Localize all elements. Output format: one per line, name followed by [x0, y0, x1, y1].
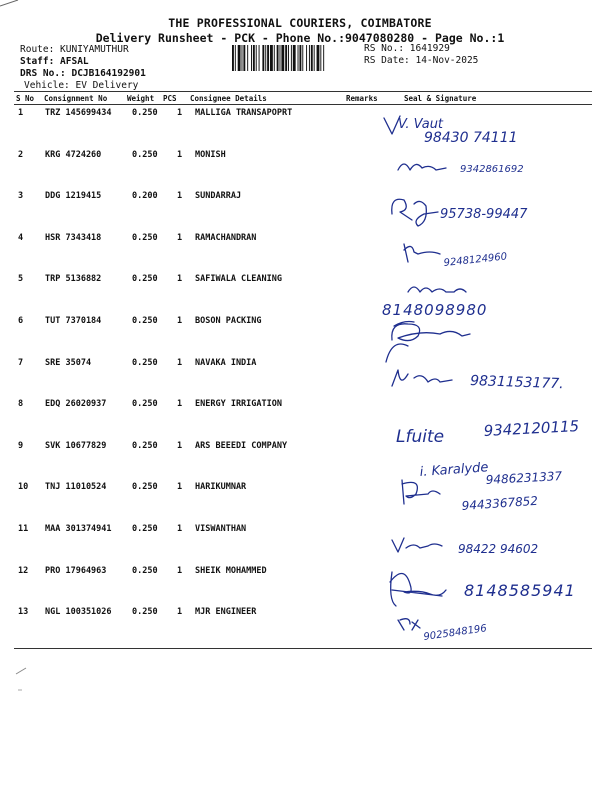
cell-consignee: NAVAKA INDIA	[195, 358, 257, 368]
cell-weight: 0.250	[132, 607, 158, 617]
cell-pcs: 1	[177, 358, 183, 368]
handwritten-signature-row-8: Lfuite	[396, 427, 445, 447]
signature-row-7	[392, 370, 564, 392]
cell-pcs: 1	[177, 108, 183, 118]
signature-row-3	[392, 199, 528, 226]
handwritten-signature-row-1: V. Vaut	[398, 117, 444, 132]
cell-consignment-no: SRE 35074	[45, 358, 92, 368]
drs-number: DRS No.: DCJB164192901	[20, 68, 146, 79]
cell-pcs: 1	[177, 191, 183, 201]
cell-consignee: SHEIK MOHAMMED	[195, 566, 267, 576]
handwritten-signature-row-9: i. Karalyde	[419, 460, 489, 480]
col-header-weight: Weight	[127, 94, 155, 103]
cell-consignee: MJR ENGINEER	[195, 607, 257, 617]
document-title: THE PROFESSIONAL COURIERS, COIMBATORE	[168, 16, 432, 30]
cell-sno: 8	[18, 399, 24, 409]
cell-pcs: 1	[177, 441, 183, 451]
scan-corner-mark-bottom-left	[0, 660, 40, 700]
cell-consignee: BOSON PACKING	[195, 316, 262, 326]
cell-weight: 0.250	[132, 108, 158, 118]
signature-row-6	[386, 322, 470, 363]
cell-sno: 6	[18, 316, 24, 326]
cell-weight: 0.200	[132, 191, 158, 201]
col-header-remarks: Remarks	[346, 94, 378, 103]
staff-label: Staff: AFSAL	[20, 56, 89, 67]
cell-consignment-no: HSR 7343418	[45, 233, 102, 243]
handwritten-phone-row-4: 9248124960	[443, 251, 508, 269]
cell-pcs: 1	[177, 524, 183, 534]
rs-number: RS No.: 1641929	[364, 43, 450, 54]
cell-consignment-no: TNJ 11010524	[45, 482, 107, 492]
handwritten-phone-row-9: 9486231337	[485, 469, 563, 487]
cell-sno: 4	[18, 233, 24, 243]
col-header-consignee: Consignee Details	[190, 94, 267, 103]
cell-sno: 10	[18, 482, 29, 492]
cell-weight: 0.250	[132, 441, 158, 451]
signature-row-5	[382, 287, 487, 319]
cell-weight: 0.250	[132, 274, 158, 284]
cell-consignment-no: TUT 7370184	[45, 316, 102, 326]
cell-consignee: SAFIWALA CLEANING	[195, 274, 282, 284]
cell-consignment-no: DDG 1219415	[45, 191, 102, 201]
cell-sno: 3	[18, 191, 24, 201]
signature-row-1	[384, 116, 518, 146]
cell-pcs: 1	[177, 399, 183, 409]
cell-consignment-no: EDQ 26020937	[45, 399, 107, 409]
cell-weight: 0.250	[132, 233, 158, 243]
cell-consignee: ARS BEEEDI COMPANY	[195, 441, 288, 451]
cell-sno: 9	[18, 441, 24, 451]
cell-consignee: MALLIGA TRANSAPOPRT	[195, 108, 293, 118]
rs-date: RS Date: 14-Nov-2025	[364, 55, 479, 66]
cell-consignment-no: TRP 5136882	[45, 274, 102, 284]
signature-row-8	[396, 417, 580, 447]
cell-consignment-no: MAA 301374941	[45, 524, 112, 534]
cell-consignment-no: KRG 4724260	[45, 150, 102, 160]
cell-weight: 0.250	[132, 482, 158, 492]
handwritten-phone-row-10: 9443367852	[461, 493, 539, 513]
col-header-sno: S No	[16, 94, 35, 103]
cell-weight: 0.250	[132, 358, 158, 368]
signature-row-9	[419, 460, 563, 487]
signature-row-12	[390, 572, 576, 606]
vehicle-label: Vehicle: EV Delivery	[24, 80, 139, 91]
cell-sno: 7	[18, 358, 24, 368]
cell-sno: 11	[18, 524, 29, 534]
cell-consignee: MONISH	[195, 150, 226, 160]
cell-pcs: 1	[177, 482, 183, 492]
handwritten-phone-row-13: 9025848196	[422, 623, 488, 643]
cell-weight: 0.250	[132, 524, 158, 534]
signature-row-13	[398, 619, 487, 643]
signature-row-11	[392, 538, 538, 556]
cell-pcs: 1	[177, 150, 183, 160]
cell-consignment-no: TRZ 145699434	[45, 108, 112, 118]
cell-pcs: 1	[177, 316, 183, 326]
col-header-seal: Seal & Signature	[404, 94, 477, 103]
cell-sno: 5	[18, 274, 24, 284]
cell-weight: 0.250	[132, 399, 158, 409]
col-header-pcs: PCS	[163, 94, 177, 103]
signature-row-4	[404, 244, 508, 269]
cell-consignee: RAMACHANDRAN	[195, 233, 257, 243]
handwritten-phone-row-7: 9831153177.	[469, 373, 564, 393]
cell-sno: 13	[18, 607, 29, 617]
cell-sno: 12	[18, 566, 29, 576]
document-subtitle: Delivery Runsheet - PCK - Phone No.:9047080280 - Page No.:1	[95, 31, 505, 45]
cell-sno: 1	[18, 108, 24, 118]
col-header-consignment: Consignment No	[44, 94, 108, 103]
handwritten-phone-row-2: 9342861692	[460, 164, 524, 175]
handwritten-phone-row-8: 9342120115	[483, 417, 580, 440]
scan-corner-mark-top-left	[0, 0, 40, 20]
cell-consignment-no: NGL 100351026	[45, 607, 112, 617]
cell-weight: 0.250	[132, 316, 158, 326]
handwritten-phone-row-3: 95738-99447	[440, 207, 528, 222]
cell-consignee: ENERGY IRRIGATION	[195, 399, 282, 409]
cell-consignee: SUNDARRAJ	[195, 191, 242, 201]
cell-weight: 0.250	[132, 566, 158, 576]
cell-consignee: VISWANTHAN	[195, 524, 247, 534]
handwritten-phone-row-1: 98430 74111	[424, 130, 518, 146]
handwritten-phone-row-11: 98422 94602	[458, 542, 539, 556]
cell-consignment-no: SVK 10677829	[45, 441, 107, 451]
cell-sno: 2	[18, 150, 24, 160]
signature-row-2	[398, 164, 524, 175]
cell-pcs: 1	[177, 607, 183, 617]
route-label: Route: KUNIYAMUTHUR	[20, 44, 129, 55]
cell-consignment-no: PRO 17964963	[45, 566, 107, 576]
cell-pcs: 1	[177, 233, 183, 243]
cell-pcs: 1	[177, 274, 183, 284]
cell-weight: 0.250	[132, 150, 158, 160]
cell-consignee: HARIKUMNAR	[195, 482, 247, 492]
handwritten-phone-row-12: 8148585941	[464, 581, 576, 600]
handwritten-phone-row-5: 8148098980	[382, 301, 488, 319]
cell-pcs: 1	[177, 566, 183, 576]
